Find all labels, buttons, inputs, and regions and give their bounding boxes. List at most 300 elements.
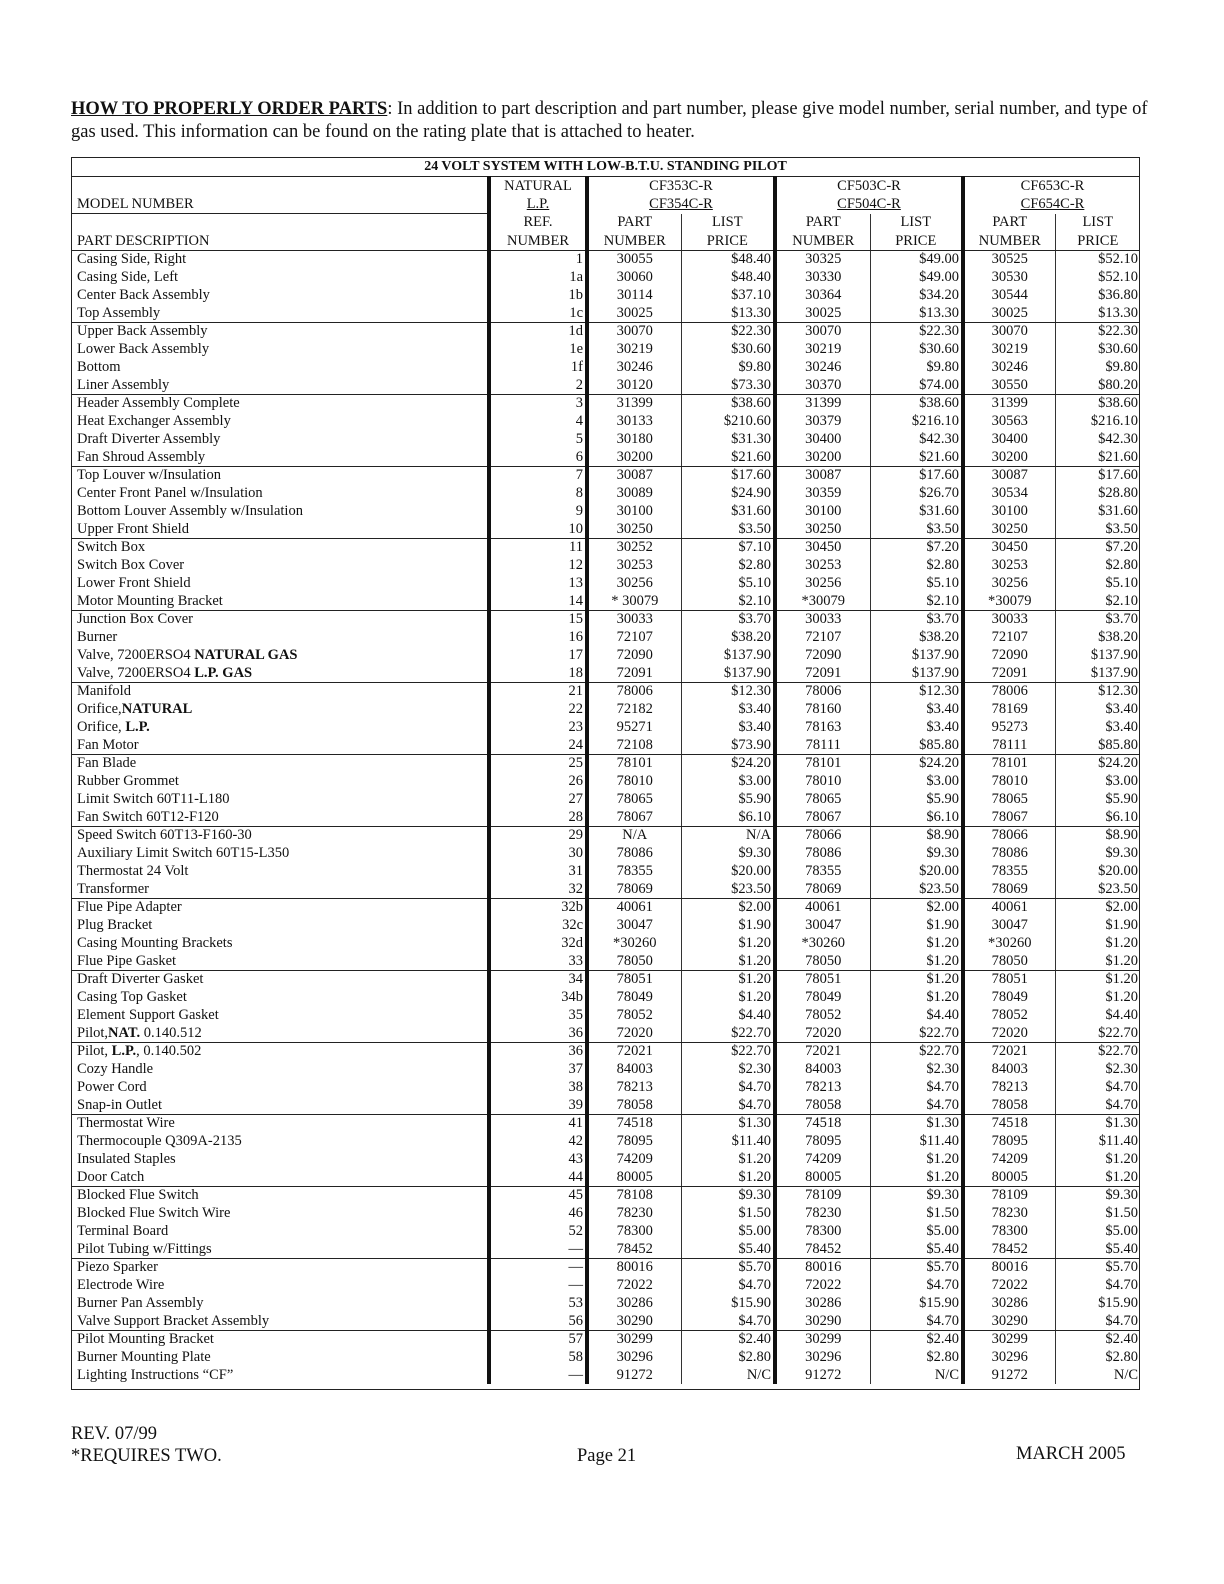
- list-price-model-1: $3.00: [681, 773, 775, 791]
- list-price-model-3: $12.30: [1055, 683, 1140, 701]
- part-number-model-3: 72022: [963, 1277, 1055, 1295]
- part-number-model-3: 30299: [963, 1331, 1055, 1349]
- list-price-model-2: $1.20: [870, 952, 963, 970]
- list-price-model-3: $52.10: [1055, 251, 1140, 269]
- part-number-model-3: 74209: [963, 1151, 1055, 1169]
- list-price-model-3: $23.50: [1055, 880, 1140, 898]
- list-price-model-3: $15.90: [1055, 1295, 1140, 1313]
- ref-number: 1c: [489, 304, 587, 322]
- part-number-model-3: 78300: [963, 1223, 1055, 1241]
- part-number-model-1: 78065: [587, 791, 681, 809]
- part-description: [71, 971, 489, 989]
- list-price-model-2: $1.50: [870, 1205, 963, 1223]
- list-price-model-2: $23.50: [870, 880, 963, 898]
- part-description-text: Limit Switch 60T11-L180: [77, 790, 230, 807]
- ref-number: 1e: [489, 341, 587, 359]
- ref-number: 15: [489, 611, 587, 629]
- part-description-text: Blocked Flue Switch: [77, 1187, 199, 1204]
- part-description-text: Draft Diverter Gasket: [77, 971, 204, 988]
- part-description-text: Center Front Panel w/Insulation: [77, 485, 263, 502]
- part-number-model-2: 78066: [775, 827, 870, 845]
- list-price-model-2: $137.90: [870, 647, 963, 665]
- part-description-text: Valve, 7200ERSO4: [77, 646, 195, 663]
- part-number-model-2: 78230: [775, 1205, 870, 1223]
- list-price-model-3: $2.80: [1055, 1349, 1140, 1367]
- part-description: [71, 376, 489, 394]
- part-number-model-1: 30299: [587, 1331, 681, 1349]
- ref-number: 53: [489, 1295, 587, 1313]
- part-description: [71, 448, 489, 466]
- part-description-text: Pilot,: [77, 1024, 109, 1041]
- list-price-model-3: $28.80: [1055, 485, 1140, 503]
- list-price-model-1: $1.20: [681, 989, 775, 1007]
- list-price-model-3: $36.80: [1055, 287, 1140, 305]
- part-description-text: Lighting Instructions “CF”: [77, 1366, 234, 1383]
- list-price-model-1: $9.30: [681, 845, 775, 863]
- part-description: [71, 1259, 489, 1277]
- part-description-text: Piezo Sparker: [77, 1259, 158, 1276]
- table-row: [71, 539, 1140, 557]
- part-number-model-1: 30180: [587, 431, 681, 449]
- part-number-model-2: 78355: [775, 863, 870, 881]
- part-description-text: Fan Motor: [77, 736, 139, 753]
- ref-number: —: [489, 1240, 587, 1258]
- part-number-model-2: 78069: [775, 880, 870, 898]
- list-price-model-1: $48.40: [681, 269, 775, 287]
- part-number-model-1: 78050: [587, 952, 681, 970]
- table-row: [71, 448, 1140, 466]
- part-description: [71, 395, 489, 413]
- list-price-model-1: $1.20: [681, 1151, 775, 1169]
- list-price-model-2: $49.00: [870, 269, 963, 287]
- list-price-model-1: $4.40: [681, 1007, 775, 1025]
- list-price-model-1: $38.20: [681, 629, 775, 647]
- table-row: [71, 1205, 1140, 1223]
- table-row: [71, 1151, 1140, 1169]
- part-number-model-1: 72020: [587, 1024, 681, 1042]
- table-row: [71, 808, 1140, 826]
- part-number-model-1: 72021: [587, 1043, 681, 1061]
- part-number-model-3: 78067: [963, 808, 1055, 826]
- ref-number: 34: [489, 971, 587, 989]
- part-description-text: Pilot,: [77, 1043, 112, 1060]
- part-description: [71, 1133, 489, 1151]
- list-price-model-3: N/C: [1055, 1367, 1140, 1385]
- list-price-model-3: $3.70: [1055, 611, 1140, 629]
- table-row: [71, 467, 1140, 485]
- list-price-model-1: $22.70: [681, 1043, 775, 1061]
- gas-type-label: L.P.: [125, 718, 150, 735]
- list-price-model-2: $3.40: [870, 701, 963, 719]
- part-number-model-1: 30290: [587, 1312, 681, 1330]
- list-price-model-3: $3.40: [1055, 701, 1140, 719]
- part-description-text: Thermocouple Q309A-2135: [77, 1133, 242, 1150]
- part-description-suffix: , 0.140.502: [136, 1043, 202, 1060]
- part-description-text: Auxiliary Limit Switch 60T15-L350: [77, 845, 290, 862]
- list-price-model-3: $20.00: [1055, 863, 1140, 881]
- part-number-model-1: 78086: [587, 845, 681, 863]
- list-price-model-2: $2.80: [870, 1349, 963, 1367]
- part-description: [71, 575, 489, 593]
- part-number-model-3: 78086: [963, 845, 1055, 863]
- part-description-label: PART DESCRIPTION: [71, 232, 489, 251]
- part-description-text: Upper Back Assembly: [77, 323, 208, 340]
- list-price-model-2: $2.80: [870, 557, 963, 575]
- model-number-label: MODEL NUMBER: [71, 195, 489, 214]
- ref-number: 14: [489, 592, 587, 610]
- table-row: [71, 736, 1140, 754]
- list-price-model-2: $15.90: [870, 1295, 963, 1313]
- part-number-model-2: 30330: [775, 269, 870, 287]
- list-price-model-2: $4.70: [870, 1277, 963, 1295]
- part-number-model-3: 30219: [963, 341, 1055, 359]
- ref-number: 44: [489, 1168, 587, 1186]
- ref-number: 9: [489, 503, 587, 521]
- table-row: [71, 413, 1140, 431]
- ref-number: 28: [489, 808, 587, 826]
- part-description: [71, 1043, 489, 1061]
- list-price-model-2: $31.60: [870, 503, 963, 521]
- part-description: [71, 989, 489, 1007]
- part-description-text: Plug Bracket: [77, 917, 153, 934]
- part-number-model-3: 30563: [963, 413, 1055, 431]
- part-number-model-2: 74209: [775, 1151, 870, 1169]
- part-number-model-3: 95273: [963, 719, 1055, 737]
- list-price-model-1: $7.10: [681, 539, 775, 557]
- part-number-model-1: *30260: [587, 935, 681, 953]
- part-number-model-1: 84003: [587, 1061, 681, 1079]
- ref-number: 34b: [489, 989, 587, 1007]
- part-description: [71, 1115, 489, 1133]
- part-description-text: Electrode Wire: [77, 1277, 165, 1294]
- part-number-model-3: 78066: [963, 827, 1055, 845]
- list-price-model-3: $9.30: [1055, 845, 1140, 863]
- part-number-model-1: 30219: [587, 341, 681, 359]
- list-price-model-3: $9.30: [1055, 1187, 1140, 1205]
- part-description: [71, 880, 489, 898]
- ref-number: 32b: [489, 899, 587, 917]
- part-description-text: Lower Front Shield: [77, 574, 191, 591]
- part-number-model-3: 72020: [963, 1024, 1055, 1042]
- list-price-model-1: $4.70: [681, 1096, 775, 1114]
- part-number-model-3: 72107: [963, 629, 1055, 647]
- part-description: [71, 1205, 489, 1223]
- list-price-model-3: $1.20: [1055, 989, 1140, 1007]
- part-number-model-1: 30114: [587, 287, 681, 305]
- list-price-model-3: $5.70: [1055, 1259, 1140, 1277]
- part-number-model-3: 30400: [963, 431, 1055, 449]
- ref-number: 23: [489, 719, 587, 737]
- part-description-text: Transformer: [77, 880, 149, 897]
- part-description-text: Burner Pan Assembly: [77, 1294, 204, 1311]
- ref-number: 22: [489, 701, 587, 719]
- part-description: [71, 287, 489, 305]
- part-number-model-2: 30219: [775, 341, 870, 359]
- table-row: [71, 664, 1140, 682]
- part-description: [71, 952, 489, 970]
- part-description: [71, 701, 489, 719]
- part-description: [71, 1096, 489, 1114]
- table-row: [71, 1133, 1140, 1151]
- ref-number: 38: [489, 1079, 587, 1097]
- list-price-model-2: $17.60: [870, 467, 963, 485]
- list-price-model-3: $1.20: [1055, 935, 1140, 953]
- part-number-model-2: *30079: [775, 592, 870, 610]
- part-number-model-2: 30364: [775, 287, 870, 305]
- ref-number: 36: [489, 1043, 587, 1061]
- list-price-model-2: $13.30: [870, 304, 963, 322]
- table-row: [71, 287, 1140, 305]
- list-price-model-3: $22.70: [1055, 1043, 1140, 1061]
- list-price-model-1: $23.50: [681, 880, 775, 898]
- part-description-text: Blocked Flue Switch Wire: [77, 1205, 231, 1222]
- ref-number: 32c: [489, 917, 587, 935]
- part-number-model-1: 72091: [587, 664, 681, 682]
- part-number-model-3: 84003: [963, 1061, 1055, 1079]
- list-price-model-3: $24.20: [1055, 755, 1140, 773]
- list-price-model-2: $5.40: [870, 1240, 963, 1258]
- part-number-model-2: 78052: [775, 1007, 870, 1025]
- list-price-model-3: $38.60: [1055, 395, 1140, 413]
- part-number-model-3: 30200: [963, 448, 1055, 466]
- part-number-model-3: 78355: [963, 863, 1055, 881]
- list-price-model-3: $3.40: [1055, 719, 1140, 737]
- part-description: [71, 1331, 489, 1349]
- publication-date: MARCH 2005: [1016, 1444, 1126, 1464]
- table-row: [71, 863, 1140, 881]
- part-number-model-2: 72107: [775, 629, 870, 647]
- part-number-model-3: 74518: [963, 1115, 1055, 1133]
- ref-number: 13: [489, 575, 587, 593]
- part-description: [71, 719, 489, 737]
- list-price-model-2: $1.20: [870, 935, 963, 953]
- list-price-model-3: $2.00: [1055, 899, 1140, 917]
- part-number-model-2: 30379: [775, 413, 870, 431]
- list-price-model-3: $1.30: [1055, 1115, 1140, 1133]
- part-number-model-3: 78010: [963, 773, 1055, 791]
- ref-number: 1f: [489, 359, 587, 377]
- list-price-model-3: $42.30: [1055, 431, 1140, 449]
- part-number-model-3: 30296: [963, 1349, 1055, 1367]
- part-description-text: Switch Box Cover: [77, 557, 185, 574]
- part-description-text: Fan Blade: [77, 755, 137, 772]
- list-price-model-1: $22.30: [681, 323, 775, 341]
- list-price-model-1: $1.50: [681, 1205, 775, 1223]
- part-description-text: Orifice,: [77, 718, 126, 735]
- list-price-model-3: $1.20: [1055, 1151, 1140, 1169]
- part-description-text: Top Assembly: [77, 304, 161, 321]
- part-description: [71, 827, 489, 845]
- table-row: [71, 1024, 1140, 1042]
- part-number-model-2: 30246: [775, 359, 870, 377]
- table-row: [71, 629, 1140, 647]
- ref-number: 39: [489, 1096, 587, 1114]
- part-number-model-3: 30100: [963, 503, 1055, 521]
- list-price-model-3: $4.70: [1055, 1312, 1140, 1330]
- ref-number: 16: [489, 629, 587, 647]
- part-description-text: Top Louver w/Insulation: [77, 467, 221, 484]
- ref-number: —: [489, 1367, 587, 1385]
- part-number-model-2: 40061: [775, 899, 870, 917]
- parts-table: [71, 157, 1140, 1384]
- ref-label-top: REF.: [489, 214, 587, 233]
- part-number-model-2: 30299: [775, 1331, 870, 1349]
- part-description: [71, 520, 489, 538]
- part-number-model-1: 78010: [587, 773, 681, 791]
- table-row: [71, 395, 1140, 413]
- part-number-model-1: 72107: [587, 629, 681, 647]
- ref-number: —: [489, 1259, 587, 1277]
- part-description-text: Power Cord: [77, 1078, 147, 1095]
- table-row: [71, 791, 1140, 809]
- list-price-model-1: $3.40: [681, 701, 775, 719]
- table-row: [71, 647, 1140, 665]
- table-row: [71, 359, 1140, 377]
- ref-number: 36: [489, 1024, 587, 1042]
- part-number-model-2: 30100: [775, 503, 870, 521]
- list-price-model-2: $22.70: [870, 1024, 963, 1042]
- part-number-model-1: 30200: [587, 448, 681, 466]
- part-number-model-2: 72091: [775, 664, 870, 682]
- list-label-bottom-3: PRICE: [1055, 232, 1140, 251]
- part-label-bottom-3: NUMBER: [963, 232, 1055, 251]
- list-price-model-2: $137.90: [870, 664, 963, 682]
- part-description-text: Burner: [77, 629, 118, 646]
- part-number-model-1: 30100: [587, 503, 681, 521]
- ref-number: 5: [489, 431, 587, 449]
- table-row: [71, 575, 1140, 593]
- part-description: [71, 503, 489, 521]
- table-row: [71, 1312, 1140, 1330]
- part-number-model-1: 30055: [587, 251, 681, 269]
- list-price-model-1: $3.70: [681, 611, 775, 629]
- gas-label-lp: L.P.: [526, 195, 550, 212]
- part-number-model-2: 78050: [775, 952, 870, 970]
- part-number-model-3: 72021: [963, 1043, 1055, 1061]
- part-number-model-3: 78101: [963, 755, 1055, 773]
- list-price-model-1: $5.40: [681, 1240, 775, 1258]
- ref-number: 56: [489, 1312, 587, 1330]
- list-price-model-2: N/C: [870, 1367, 963, 1385]
- part-number-model-1: 30033: [587, 611, 681, 629]
- table-row: [71, 611, 1140, 629]
- list-price-model-2: $1.20: [870, 1168, 963, 1186]
- part-number-model-2: 80005: [775, 1168, 870, 1186]
- part-number-model-3: 78006: [963, 683, 1055, 701]
- part-description-text: Door Catch: [77, 1168, 145, 1185]
- part-description: [71, 917, 489, 935]
- part-number-model-1: 30296: [587, 1349, 681, 1367]
- part-number-model-3: 30290: [963, 1312, 1055, 1330]
- model-2-top: CF503C-R: [775, 177, 963, 196]
- part-number-model-3: 78213: [963, 1079, 1055, 1097]
- list-price-model-2: $3.50: [870, 520, 963, 538]
- table-row: [71, 341, 1140, 359]
- list-price-model-2: $5.00: [870, 1223, 963, 1241]
- list-price-model-2: $5.10: [870, 575, 963, 593]
- ref-number: 31: [489, 863, 587, 881]
- part-number-model-3: 30250: [963, 520, 1055, 538]
- list-price-model-1: $73.30: [681, 376, 775, 394]
- list-price-model-2: $5.70: [870, 1259, 963, 1277]
- part-number-model-1: 72108: [587, 736, 681, 754]
- part-number-model-1: 30070: [587, 323, 681, 341]
- part-number-model-3: 78058: [963, 1096, 1055, 1114]
- part-label-top-2: PART: [775, 214, 870, 233]
- part-number-model-3: 30534: [963, 485, 1055, 503]
- part-number-model-1: 80005: [587, 1168, 681, 1186]
- part-number-model-2: 78111: [775, 736, 870, 754]
- list-price-model-3: $1.50: [1055, 1205, 1140, 1223]
- table-row: [71, 1331, 1140, 1349]
- part-number-model-3: 78049: [963, 989, 1055, 1007]
- model-1-top: CF353C-R: [587, 177, 775, 196]
- part-description: [71, 664, 489, 682]
- part-number-model-3: 30246: [963, 359, 1055, 377]
- part-number-model-2: 78213: [775, 1079, 870, 1097]
- list-price-model-3: $5.90: [1055, 791, 1140, 809]
- list-price-model-3: $4.40: [1055, 1007, 1140, 1025]
- part-description: [71, 251, 489, 269]
- requires-two-note: *REQUIRES TWO.: [71, 1446, 222, 1466]
- list-price-model-2: $2.40: [870, 1331, 963, 1349]
- part-description: [71, 611, 489, 629]
- table-row: [71, 899, 1140, 917]
- part-number-model-3: 30070: [963, 323, 1055, 341]
- list-price-model-1: $30.60: [681, 341, 775, 359]
- list-price-model-2: $8.90: [870, 827, 963, 845]
- part-number-model-3: 30530: [963, 269, 1055, 287]
- part-number-model-1: 30060: [587, 269, 681, 287]
- part-number-model-3: 30550: [963, 376, 1055, 394]
- list-label-top-1: LIST: [681, 214, 775, 233]
- part-description-text: Speed Switch 60T13-F160-30: [77, 827, 252, 844]
- ref-number: 41: [489, 1115, 587, 1133]
- part-number-model-1: 30087: [587, 467, 681, 485]
- list-price-model-2: $21.60: [870, 448, 963, 466]
- part-label-bottom-1: NUMBER: [587, 232, 681, 251]
- list-price-model-2: $11.40: [870, 1133, 963, 1151]
- ref-number: 32: [489, 880, 587, 898]
- part-number-model-2: 30370: [775, 376, 870, 394]
- table-row: [71, 773, 1140, 791]
- part-number-model-1: 78101: [587, 755, 681, 773]
- part-number-model-1: 30025: [587, 304, 681, 322]
- list-price-model-2: $38.60: [870, 395, 963, 413]
- gas-type-label: NAT.: [108, 1024, 141, 1041]
- part-number-model-2: 30290: [775, 1312, 870, 1330]
- part-number-model-2: 78065: [775, 791, 870, 809]
- list-price-model-3: $38.20: [1055, 629, 1140, 647]
- list-price-model-1: $210.60: [681, 413, 775, 431]
- gas-type-label: NATURAL GAS: [194, 646, 298, 663]
- list-price-model-1: $2.00: [681, 899, 775, 917]
- list-price-model-3: $216.10: [1055, 413, 1140, 431]
- part-number-model-1: 78051: [587, 971, 681, 989]
- part-description: [71, 1240, 489, 1258]
- model-2-bottom: CF504C-R: [837, 195, 901, 212]
- part-description: [71, 863, 489, 881]
- part-description: [71, 323, 489, 341]
- part-description-text: Manifold: [77, 683, 131, 700]
- part-number-model-1: 78069: [587, 880, 681, 898]
- part-number-model-2: 30087: [775, 467, 870, 485]
- list-price-model-1: $6.10: [681, 808, 775, 826]
- part-number-model-3: 78452: [963, 1240, 1055, 1258]
- part-description: [71, 1007, 489, 1025]
- part-number-model-1: 31399: [587, 395, 681, 413]
- part-number-model-2: 72021: [775, 1043, 870, 1061]
